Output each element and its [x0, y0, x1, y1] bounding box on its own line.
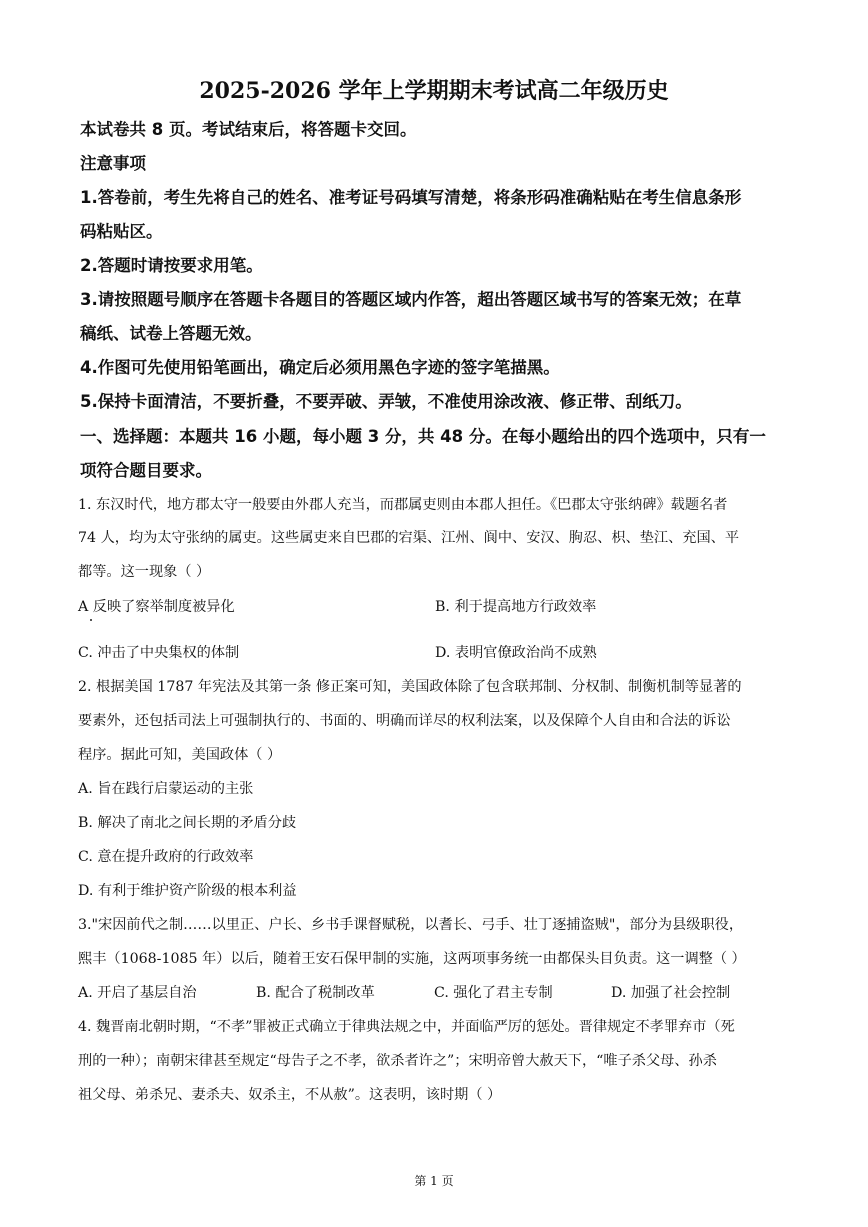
question-1-option-b[interactable]: B. 利于提高地方行政效率 — [435, 599, 597, 615]
question-2-option-b[interactable]: B. 解决了南北之间长期的矛盾分歧 — [78, 815, 297, 831]
page-title: 2025-2026 学年上学期期末考试高二年级历史 — [199, 78, 669, 104]
notice-line: 2.答题时请按要求用笔。 — [80, 256, 263, 275]
question-2-line: 2. 根据美国 1787 年宪法及其第一条 修正案可知，美国政体除了包含联邦制、分权制、制衡机制等显著的 — [78, 679, 742, 695]
question-2-line: 要素外，还包括司法上可强制执行的、书面的、明确而详尽的权利法案，以及保障个人自由和合法的诉讼 — [78, 713, 731, 729]
question-3-option-b[interactable]: B. 配合了税制改革 — [256, 985, 375, 1001]
notice-line: 1.答卷前，考生先将自己的姓名、准考证号码填写清楚，将条形码准确粘贴在考生信息条形 — [80, 188, 742, 207]
question-1-option-c[interactable]: C. 冲击了中央集权的体制 — [78, 645, 240, 661]
question-1-option-d[interactable]: D. 表明官僚政治尚不成熟 — [435, 645, 597, 661]
question-3-option-d[interactable]: D. 加强了社会控制 — [611, 985, 731, 1001]
question-1-line: 都等。这一现象（ ） — [78, 564, 211, 580]
question-4-line: 4. 魏晋南北朝时期，“不孝”罪被正式确立于律典法规之中，并面临严厉的惩处。晋律规定不孝罪弃市（死 — [78, 1019, 735, 1035]
question-3-line: 3."宋因前代之制……以里正、户长、乡书手课督赋税，以耆长、弓手、壮丁逐捕盗贼"，部分为县级职役， — [78, 917, 744, 933]
question-4-line: 祖父母、弟杀兄、妻杀夫、奴杀主，不从赦”。这表明，该时期（ ） — [78, 1087, 502, 1103]
notice-line: 4.作图可先使用铅笔画出，确定后必须用黑色字迹的签字笔描黑。 — [80, 358, 560, 377]
question-4-line: 刑的一种）；南朝宋律甚至规定“母告子之不孝，欲杀者许之”；宋明帝曾大赦天下，“唯子杀父母、孙杀 — [78, 1053, 717, 1069]
question-2-line: 程序。据此可知，美国政体（ ） — [78, 747, 282, 763]
notice-line: 稿纸、试卷上答题无效。 — [80, 324, 262, 343]
intro-text: 本试卷共 8 页。考试结束后，将答题卡交回。 — [80, 120, 417, 139]
stray-dot — [90, 619, 92, 621]
page-number: 第 1 页 — [414, 1174, 454, 1188]
question-3-option-c[interactable]: C. 强化了君主专制 — [434, 985, 553, 1001]
question-2-option-c[interactable]: C. 意在提升政府的行政效率 — [78, 849, 254, 865]
question-1-line: 74 人，均为太守张纳的属吏。这些属吏来自巴郡的宕渠、江州、阆中、安汉、朐忍、枳、垫江、充国、平 — [78, 530, 740, 546]
notice-line: 5.保持卡面清洁，不要折叠，不要弄破、弄皱，不准使用涂改液、修正带、刮纸刀。 — [80, 392, 692, 411]
notice-line: 码粘贴区。 — [80, 222, 163, 241]
question-1-option-a[interactable]: A 反映了察举制度被异化 — [78, 599, 235, 615]
question-2-option-a[interactable]: A. 旨在践行启蒙运动的主张 — [78, 781, 254, 797]
question-3-line: 熙丰（1068-1085 年）以后，随着王安石保甲制的实施，这两项事务统一由都保头目负责。这一调整（ ） — [78, 951, 746, 967]
section-heading: 一、选择题：本题共 16 小题，每小题 3 分，共 48 分。在每小题给出的四个选项中，只有一 — [80, 427, 766, 446]
notice-line: 3.请按照题号顺序在答题卡各题目的答题区域内作答，超出答题区域书写的答案无效；在草 — [80, 290, 742, 309]
question-3-option-a[interactable]: A. 开启了基层自治 — [78, 985, 197, 1001]
section-heading: 项符合题目要求。 — [80, 461, 212, 480]
notice-heading: 注意事项 — [80, 154, 146, 173]
question-1-line: 1. 东汉时代，地方郡太守一般要由外郡人充当，而郡属吏则由本郡人担任。《巴郡太守张纳碑》载题名者 — [78, 497, 728, 513]
question-2-option-d[interactable]: D. 有利于维护资产阶级的根本利益 — [78, 883, 297, 899]
